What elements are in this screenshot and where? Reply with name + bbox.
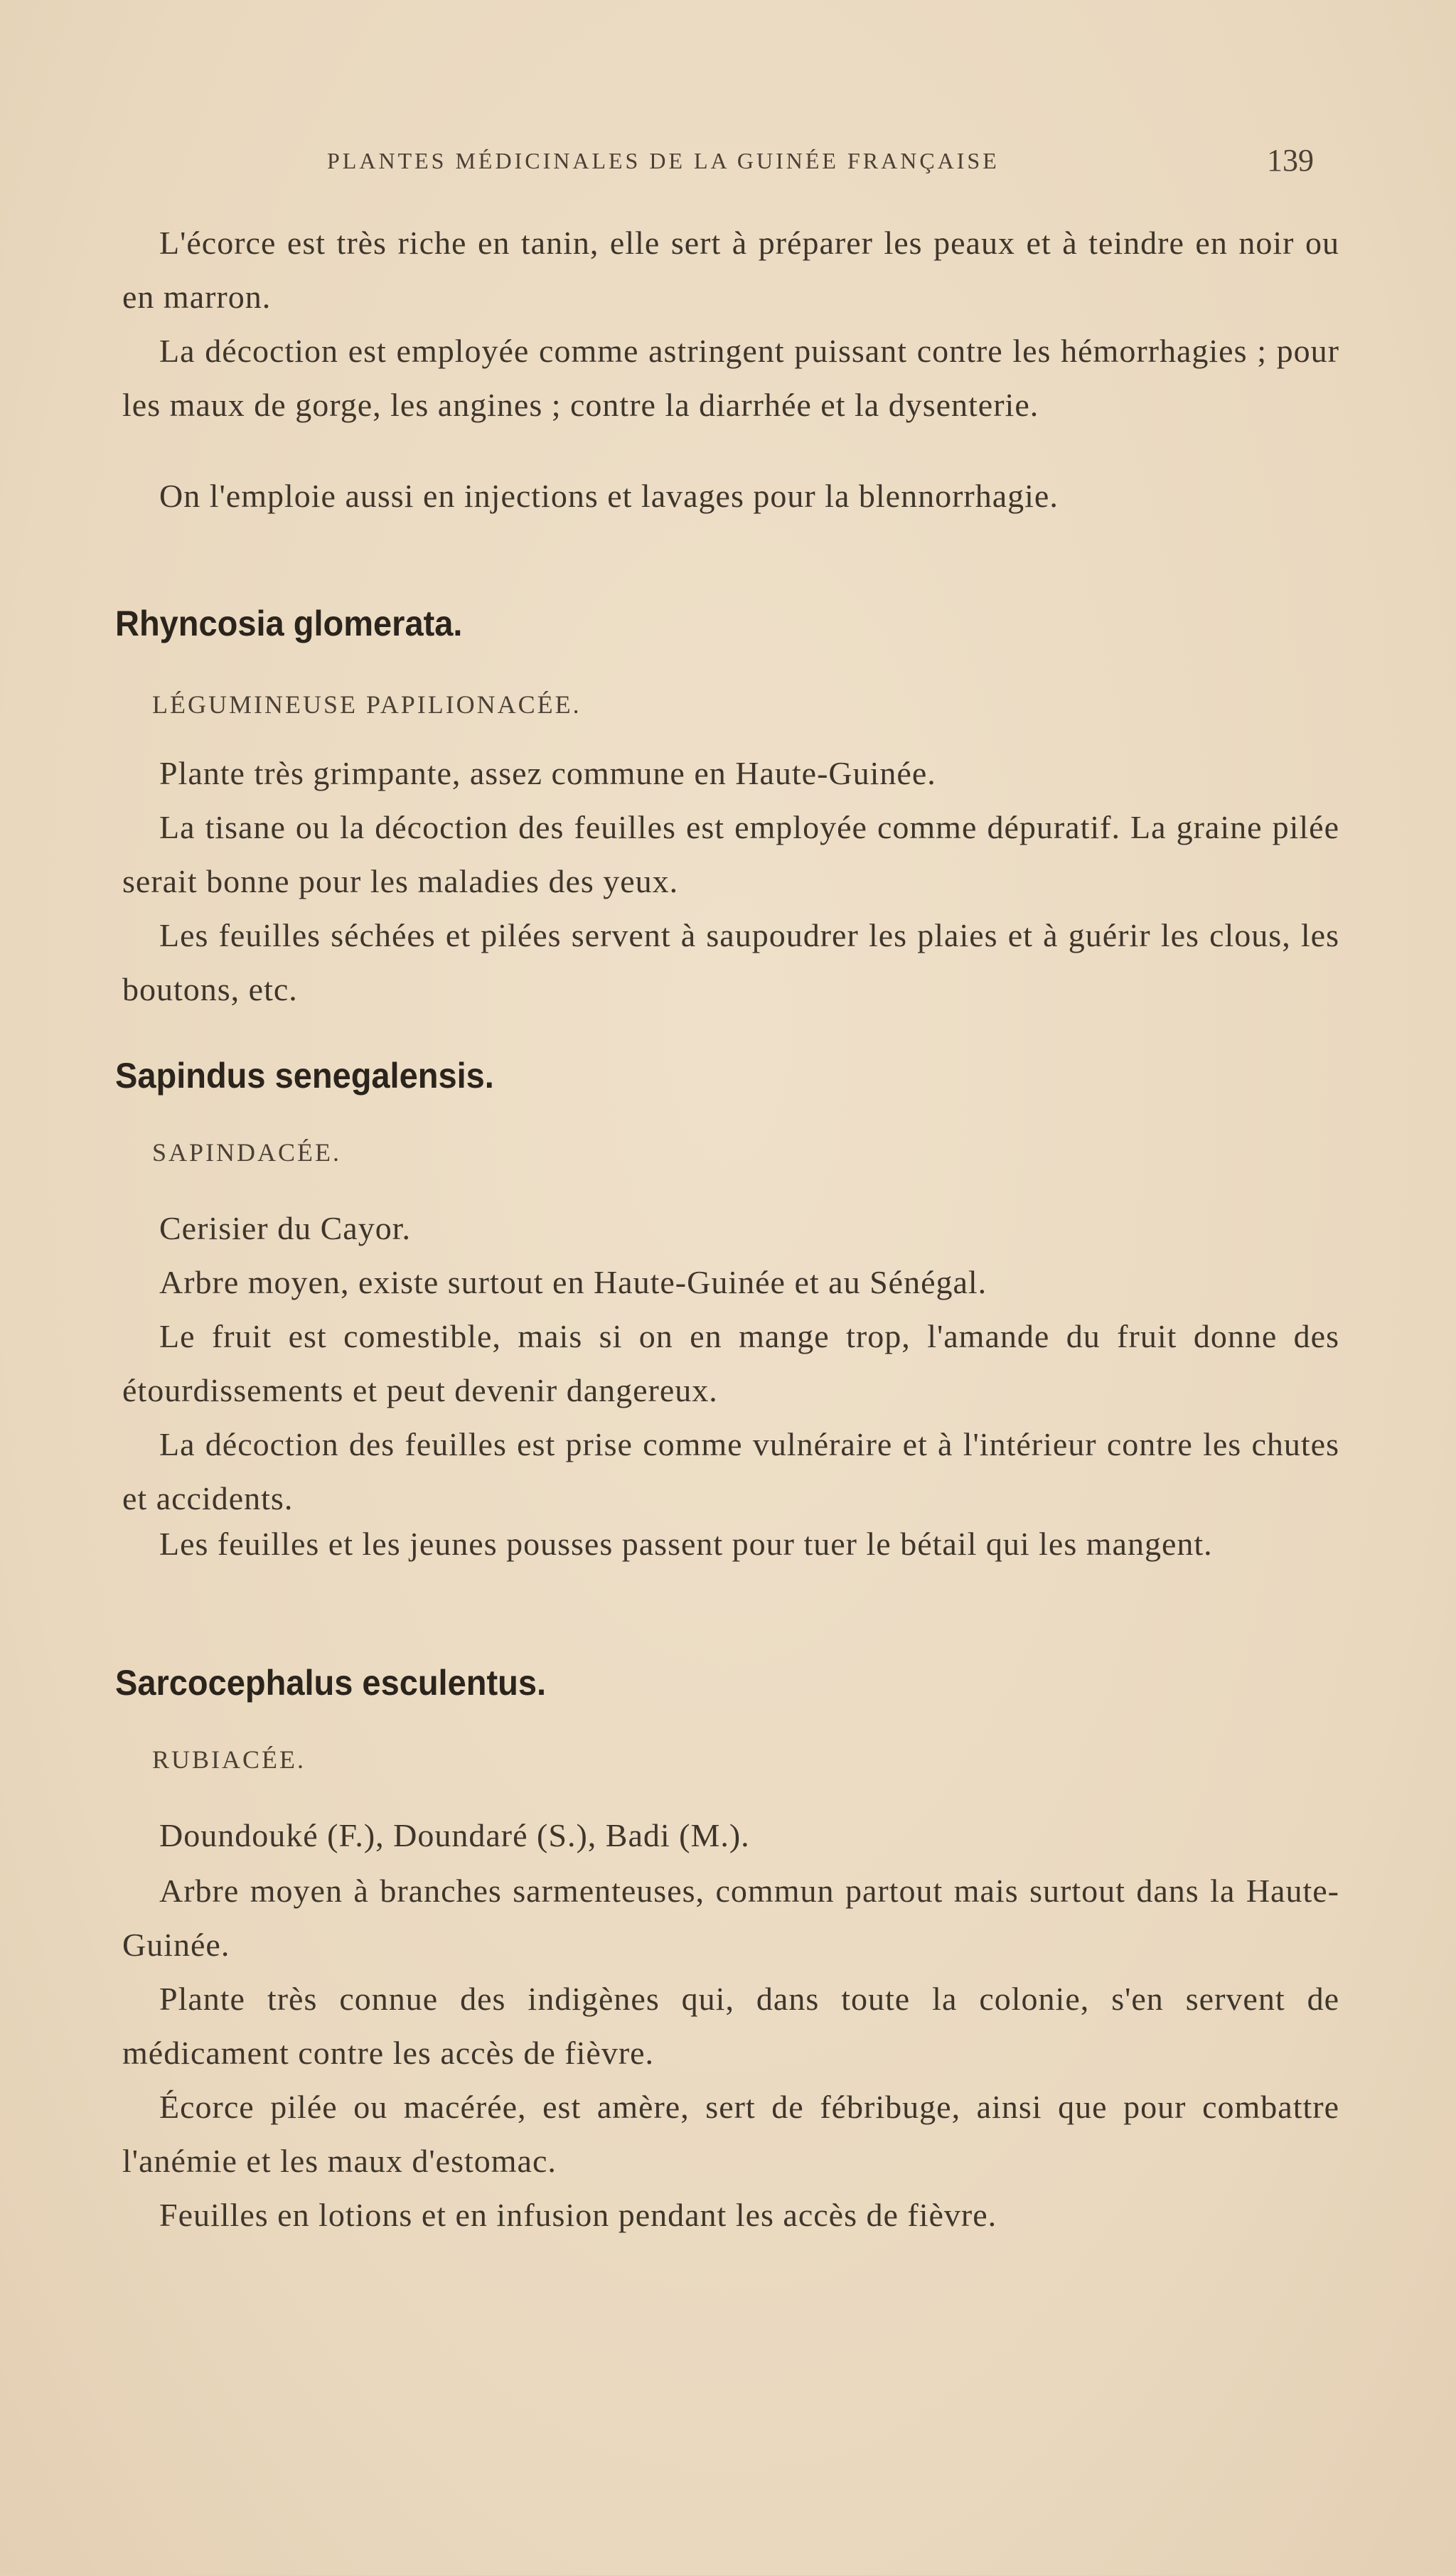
- species-heading: Sarcocephalus esculentus.: [115, 1663, 547, 1703]
- paragraph: La tisane ou la décoction des feuilles est employée comme dépuratif. La graine pilée serait bonne pour les maladies des yeux.: [122, 809, 1339, 899]
- family-label: RUBIACÉE.: [152, 1745, 306, 1774]
- paragraph: Plante très connue des indigènes qui, dans toute la colonie, s'en servent de médicament contre les accès de fièvre.: [122, 1981, 1339, 2071]
- paragraph: La décoction des feuilles est prise comme vulnéraire et à l'intérieur contre les chutes et accidents.: [122, 1426, 1339, 1516]
- paragraph: Cerisier du Cayor.: [159, 1210, 411, 1246]
- family-label: SAPINDACÉE.: [152, 1138, 342, 1167]
- paragraph: Écorce pilée ou macérée, est amère, sert de fébribuge, ainsi que pour combattre l'anémie et les maux d'estomac.: [122, 2089, 1339, 2179]
- paragraph: Le fruit est comestible, mais si on en mange trop, l'amande du fruit donne des étourdissements et peut devenir dangereux.: [122, 1318, 1339, 1408]
- paragraph: Doundouké (F.), Doundaré (S.), Badi (M.).: [159, 1817, 750, 1853]
- paragraph: Les feuilles séchées et pilées servent à saupoudrer les plaies et à guérir les clous, les boutons, etc.: [122, 917, 1339, 1007]
- paragraph: On l'emploie aussi en injections et lavages pour la blennorrhagie.: [159, 478, 1059, 514]
- species-heading: Rhyncosia glomerata.: [115, 604, 463, 643]
- paragraph: Arbre moyen à branches sarmenteuses, commun partout mais surtout dans la Haute-Guinée.: [122, 1873, 1339, 1963]
- paragraph: Feuilles en lotions et en infusion pendant les accès de fièvre.: [159, 2197, 997, 2233]
- page-number: 139: [1267, 143, 1314, 178]
- paragraph: La décoction est employée comme astringent puissant contre les hémorrhagies ; pour les maux de gorge, les angines ; contre la diarrhée et la dysenterie.: [122, 333, 1339, 423]
- paragraph: Arbre moyen, existe surtout en Haute-Guinée et au Sénégal.: [159, 1264, 987, 1300]
- species-heading: Sapindus senegalensis.: [115, 1056, 494, 1096]
- family-label: LÉGUMINEUSE PAPILIONACÉE.: [152, 690, 582, 719]
- paragraph: L'écorce est très riche en tanin, elle sert à préparer les peaux et à teindre en noir ou en marron.: [122, 225, 1339, 315]
- paragraph: Plante très grimpante, assez commune en Haute-Guinée.: [159, 755, 936, 791]
- running-title: PLANTES MÉDICINALES DE LA GUINÉE FRANÇAISE: [327, 148, 1000, 173]
- paragraph: Les feuilles et les jeunes pousses passent pour tuer le bétail qui les mangent.: [159, 1526, 1213, 1562]
